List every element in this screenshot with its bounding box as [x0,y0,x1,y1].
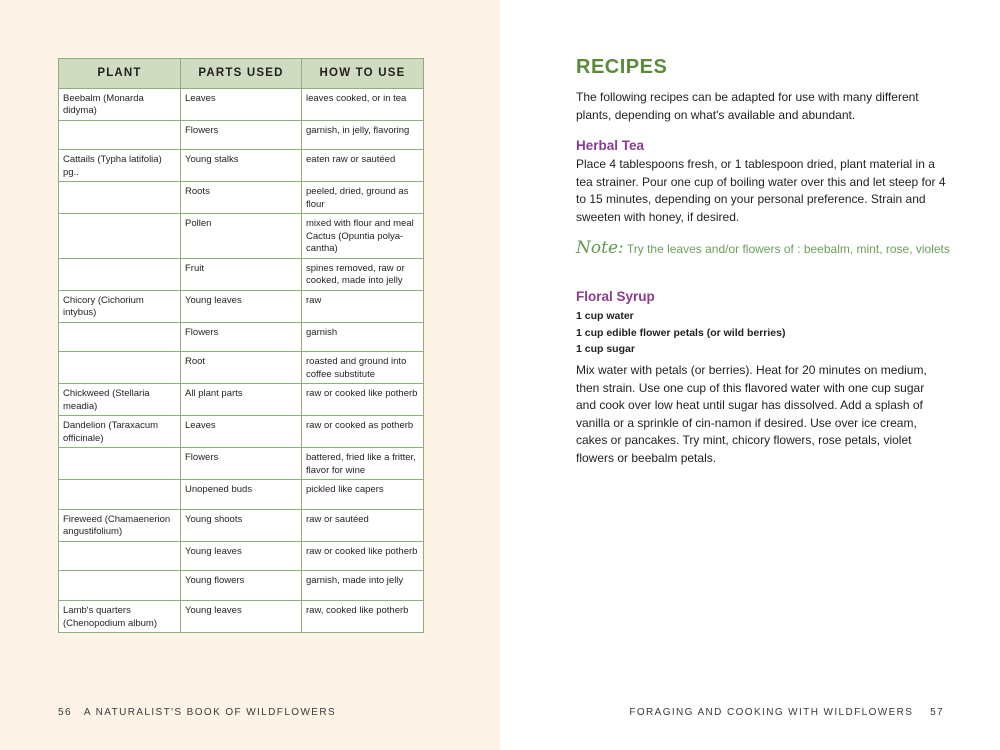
plant-cell: Dandelion (Taraxacum officinale) [59,416,181,448]
floral-syrup-body: Mix water with petals (or berries). Heat for 20 minutes on medium, then strain. Use one cup of this flavored water with one cup sugar and cook over low heat until sugar has dissolved. Add a splash of vanilla or a sprinkle of cin-namon if desired. Use over ice cream, cakes or pancakes. Try mint, chicory flowers, rose petals, violet flowers or beebalm petals. [576,363,927,465]
plant-cell: Chickweed (Stellaria meadia) [59,384,181,416]
table-row [59,290,424,322]
plant-cell [59,120,181,150]
ingredient-item: 1 cup edible flower petals (or wild berries) [576,326,786,339]
plant-table [58,58,424,633]
part-cell: Young leaves [181,601,302,633]
floral-syrup-heading: Floral Syrup [576,289,655,304]
table-row [59,541,424,571]
table-row [59,448,424,480]
table-row [59,384,424,416]
plant-cell: Chicory (Cichorium intybus) [59,290,181,322]
part-cell: Fruit [181,258,302,290]
part-cell: Roots [181,182,302,214]
note [576,238,956,258]
plant-cell: Lamb's quarters (Chenopodium album) [59,601,181,633]
header-plant: PLANT [59,59,181,89]
part-cell: Young flowers [181,571,302,601]
use-cell: garnish [302,322,424,352]
part-cell: Leaves [181,416,302,448]
part-cell: Young leaves [181,541,302,571]
table-row [59,214,424,259]
ingredient-list [576,308,785,358]
use-cell: eaten raw or sautéed [302,150,424,182]
use-cell: raw, cooked like potherb [302,601,424,633]
footer-left [58,707,336,718]
part-cell: Root [181,352,302,384]
use-cell: raw or cooked as potherb [302,416,424,448]
table-row [59,322,424,352]
plant-cell [59,571,181,601]
header-parts-used: PARTS USED [181,59,302,89]
plant-cell [59,480,181,510]
table-row [59,150,424,182]
herbal-tea-body: Place 4 tablespoons fresh, or 1 tablespoon dried, plant material in a tea strainer. Pour one cup of boiling water over this and let steep for 4 to 15 minutes, depending on your personal preference. Strain and sweeten with honey, if desired. [576,157,946,224]
part-cell: All plant parts [181,384,302,416]
plant-cell [59,541,181,571]
ingredient-item: 1 cup water [576,310,634,322]
use-cell: leaves cooked, or in tea [302,88,424,120]
use-cell: spines removed, raw or cooked, made into jelly [302,258,424,290]
table-row [59,88,424,120]
chapter-title: FORAGING AND COOKING WITH WILDFLOWERS [629,707,914,718]
part-cell: Pollen [181,214,302,259]
part-cell: Young stalks [181,150,302,182]
plant-cell [59,448,181,480]
use-cell: raw or sautéed [302,509,424,541]
plant-cell [59,352,181,384]
plant-cell [59,258,181,290]
table-row [59,416,424,448]
ingredient-item: 1 cup sugar [576,343,635,355]
recipes-intro: The following recipes can be adapted for use with many different plants, depending on what's available and abundant. [576,90,919,122]
part-cell: Leaves [181,88,302,120]
plant-cell [59,214,181,259]
use-cell: pickled like capers [302,480,424,510]
part-cell: Young leaves [181,290,302,322]
plant-cell: Beebalm (Monarda didyma) [59,88,181,120]
table-row [59,352,424,384]
table-row [59,571,424,601]
note-text: Try the leaves and/or flowers of : beebalm, mint, rose, violets [626,242,950,256]
table-row [59,120,424,150]
table-row [59,182,424,214]
use-cell: peeled, dried, ground as flour [302,182,424,214]
use-cell: roasted and ground into coffee substitute [302,352,424,384]
part-cell: Unopened buds [181,480,302,510]
table-row [59,509,424,541]
use-cell: garnish, in jelly, flavoring [302,120,424,150]
header-how-to-use: HOW TO USE [302,59,424,89]
note-label: Note: [576,238,624,258]
part-cell: Flowers [181,322,302,352]
book-title: A NATURALIST'S BOOK OF WILDFLOWERS [83,707,337,718]
table-row [59,601,424,633]
part-cell: Young shoots [181,509,302,541]
part-cell: Flowers [181,120,302,150]
plant-cell [59,182,181,214]
plant-cell: Fireweed (Chamaenerion angustifolium) [59,509,181,541]
use-cell: raw [302,290,424,322]
page-number-left: 56 [58,707,72,718]
use-cell: battered, fried like a fritter, flavor for wine [302,448,424,480]
page-number-right: 57 [930,707,944,718]
table-row [59,480,424,510]
recipes-title: RECIPES [576,56,668,78]
footer-right [629,707,944,718]
part-cell: Flowers [181,448,302,480]
plant-cell [59,322,181,352]
use-cell: garnish, made into jelly [302,571,424,601]
use-cell: raw or cooked like potherb [302,384,424,416]
table-row [59,258,424,290]
use-cell: raw or cooked like potherb [302,541,424,571]
plant-cell: Cattails (Typha latifolia) pg.. [59,150,181,182]
herbal-tea-heading: Herbal Tea [576,138,645,153]
use-cell: mixed with flour and meal Cactus (Opuntia polya-cantha) [302,214,424,259]
